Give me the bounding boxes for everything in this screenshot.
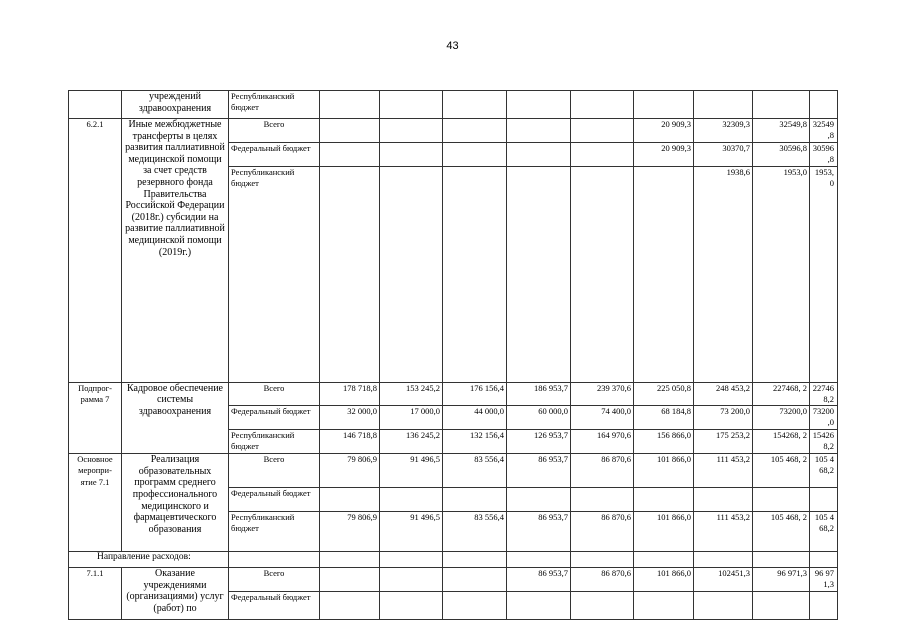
amount-cell: 105 4 68,2 <box>810 512 838 552</box>
table-row <box>69 454 838 488</box>
page-number: 43 <box>446 40 459 52</box>
empty-cell <box>320 552 380 568</box>
amount-cell: 86 870,6 <box>571 512 634 552</box>
amount-cell: 101 866,0 <box>634 568 694 592</box>
row-name: учреждений здравоохранения <box>122 91 229 119</box>
amount-cell: 91 496,5 <box>380 454 443 488</box>
amount-cell: 227468, 2 <box>753 382 810 406</box>
empty-cell <box>634 552 694 568</box>
amount-cell <box>380 91 443 119</box>
amount-cell <box>507 488 571 512</box>
amount-cell <box>443 488 507 512</box>
funding-source: Республиканский бюджет <box>229 512 320 552</box>
amount-cell <box>507 119 571 143</box>
amount-cell <box>507 166 571 382</box>
funding-source: Всего <box>229 119 320 143</box>
funding-source: Республиканский бюджет <box>229 91 320 119</box>
amount-cell: 86 870,6 <box>571 454 634 488</box>
amount-cell: 101 866,0 <box>634 512 694 552</box>
empty-cell <box>571 552 634 568</box>
amount-cell: 32549,8 <box>753 119 810 143</box>
amount-cell <box>634 488 694 512</box>
row-code: 7.1.1 <box>69 568 122 620</box>
amount-cell: 91 496,5 <box>380 512 443 552</box>
row-name: Иные межбюджетные трансферты в целях развития паллиативной медицинской помощи за счет средств резервного фонда Правительства Российской Федерации (2018г.) субсидии на развитие паллиативной медицинской помощи (2019г.) <box>122 119 229 383</box>
amount-cell: 20 909,3 <box>634 119 694 143</box>
amount-cell <box>694 91 753 119</box>
funding-source: Всего <box>229 568 320 592</box>
table-row <box>69 382 838 406</box>
amount-cell <box>443 568 507 592</box>
amount-cell <box>571 488 634 512</box>
funding-source: Федеральный бюджет <box>229 142 320 166</box>
amount-cell <box>571 91 634 119</box>
amount-cell: 126 953,7 <box>507 430 571 454</box>
table-row <box>69 568 838 592</box>
amount-cell: 83 556,4 <box>443 512 507 552</box>
amount-cell <box>634 166 694 382</box>
amount-cell <box>320 488 380 512</box>
amount-cell: 32309,3 <box>694 119 753 143</box>
amount-cell: 146 718,8 <box>320 430 380 454</box>
amount-cell: 176 156,4 <box>443 382 507 406</box>
empty-cell <box>229 552 320 568</box>
amount-cell <box>694 591 753 619</box>
amount-cell <box>320 119 380 143</box>
amount-cell: 86 953,7 <box>507 454 571 488</box>
amount-cell: 32 000,0 <box>320 406 380 430</box>
amount-cell: 156 866,0 <box>634 430 694 454</box>
funding-source: Федеральный бюджет <box>229 591 320 619</box>
funding-source: Федеральный бюджет <box>229 406 320 430</box>
amount-cell <box>634 591 694 619</box>
amount-cell: 136 245,2 <box>380 430 443 454</box>
amount-cell: 105 468, 2 <box>753 454 810 488</box>
amount-cell <box>753 488 810 512</box>
amount-cell: 225 050,8 <box>634 382 694 406</box>
amount-cell: 102451,3 <box>694 568 753 592</box>
row-name: Реализация образовательных программ среднего профессионального медицинского и фармацевтического образования <box>122 454 229 552</box>
amount-cell: 79 806,9 <box>320 454 380 488</box>
empty-cell <box>380 552 443 568</box>
direction-row <box>69 552 838 568</box>
amount-cell <box>810 591 838 619</box>
row-code: Основное меропри-ятие 7.1 <box>69 454 122 552</box>
amount-cell: 20 909,3 <box>634 142 694 166</box>
amount-cell <box>443 119 507 143</box>
amount-cell <box>380 142 443 166</box>
amount-cell: 30596 ,8 <box>810 142 838 166</box>
amount-cell: 248 453,2 <box>694 382 753 406</box>
amount-cell: 30370,7 <box>694 142 753 166</box>
amount-cell <box>571 142 634 166</box>
amount-cell <box>571 166 634 382</box>
amount-cell: 68 184,8 <box>634 406 694 430</box>
funding-source: Республиканский бюджет <box>229 430 320 454</box>
amount-cell <box>380 488 443 512</box>
amount-cell: 83 556,4 <box>443 454 507 488</box>
amount-cell: 74 400,0 <box>571 406 634 430</box>
budget-table <box>68 90 838 620</box>
row-name: Оказание учреждениями (организациями) услуг (работ) по <box>122 568 229 620</box>
amount-cell: 96 97 1,3 <box>810 568 838 592</box>
amount-cell: 1938,6 <box>694 166 753 382</box>
amount-cell: 101 866,0 <box>634 454 694 488</box>
empty-cell <box>810 552 838 568</box>
funding-source: Всего <box>229 382 320 406</box>
amount-cell: 86 953,7 <box>507 568 571 592</box>
amount-cell <box>443 91 507 119</box>
amount-cell: 178 718,8 <box>320 382 380 406</box>
amount-cell <box>380 568 443 592</box>
amount-cell <box>507 91 571 119</box>
amount-cell <box>380 166 443 382</box>
amount-cell: 111 453,2 <box>694 454 753 488</box>
amount-cell <box>443 591 507 619</box>
amount-cell: 1953,0 <box>753 166 810 382</box>
amount-cell: 154268, 2 <box>753 430 810 454</box>
amount-cell <box>507 142 571 166</box>
amount-cell <box>571 119 634 143</box>
amount-cell <box>634 91 694 119</box>
row-code <box>69 91 122 119</box>
table-row <box>69 91 838 119</box>
amount-cell <box>810 488 838 512</box>
amount-cell: 186 953,7 <box>507 382 571 406</box>
amount-cell: 239 370,6 <box>571 382 634 406</box>
table-row <box>69 119 838 143</box>
amount-cell: 96 971,3 <box>753 568 810 592</box>
amount-cell: 175 253,2 <box>694 430 753 454</box>
row-name: Кадровое обеспечение системы здравоохранения <box>122 382 229 454</box>
amount-cell <box>320 91 380 119</box>
amount-cell: 17 000,0 <box>380 406 443 430</box>
amount-cell <box>380 591 443 619</box>
amount-cell: 105 4 68,2 <box>810 454 838 488</box>
amount-cell: 111 453,2 <box>694 512 753 552</box>
funding-source: Федеральный бюджет <box>229 488 320 512</box>
amount-cell: 86 953,7 <box>507 512 571 552</box>
amount-cell: 73200 ,0 <box>810 406 838 430</box>
empty-cell <box>694 552 753 568</box>
amount-cell: 1953, 0 <box>810 166 838 382</box>
empty-cell <box>753 552 810 568</box>
amount-cell: 132 156,4 <box>443 430 507 454</box>
amount-cell: 164 970,6 <box>571 430 634 454</box>
row-code: 6.2.1 <box>69 119 122 383</box>
amount-cell <box>320 568 380 592</box>
amount-cell: 15426 8,2 <box>810 430 838 454</box>
empty-cell <box>507 552 571 568</box>
empty-cell <box>443 552 507 568</box>
amount-cell <box>753 591 810 619</box>
amount-cell <box>753 91 810 119</box>
amount-cell <box>694 488 753 512</box>
row-code: Подпрог-рамма 7 <box>69 382 122 454</box>
amount-cell <box>320 591 380 619</box>
amount-cell: 30596,8 <box>753 142 810 166</box>
amount-cell <box>443 166 507 382</box>
amount-cell <box>507 591 571 619</box>
amount-cell: 60 000,0 <box>507 406 571 430</box>
amount-cell <box>320 166 380 382</box>
amount-cell: 73200,0 <box>753 406 810 430</box>
amount-cell: 73 200,0 <box>694 406 753 430</box>
amount-cell: 153 245,2 <box>380 382 443 406</box>
amount-cell <box>810 91 838 119</box>
funding-source: Всего <box>229 454 320 488</box>
funding-source: Республиканский бюджет <box>229 166 320 382</box>
amount-cell: 44 000,0 <box>443 406 507 430</box>
direction-label: Направление расходов: <box>69 552 229 568</box>
amount-cell <box>443 142 507 166</box>
amount-cell: 105 468, 2 <box>753 512 810 552</box>
budget-table-body <box>69 91 838 620</box>
amount-cell <box>380 119 443 143</box>
amount-cell <box>571 591 634 619</box>
amount-cell: 86 870,6 <box>571 568 634 592</box>
amount-cell: 22746 8,2 <box>810 382 838 406</box>
amount-cell: 79 806,9 <box>320 512 380 552</box>
amount-cell <box>320 142 380 166</box>
amount-cell: 32549 ,8 <box>810 119 838 143</box>
